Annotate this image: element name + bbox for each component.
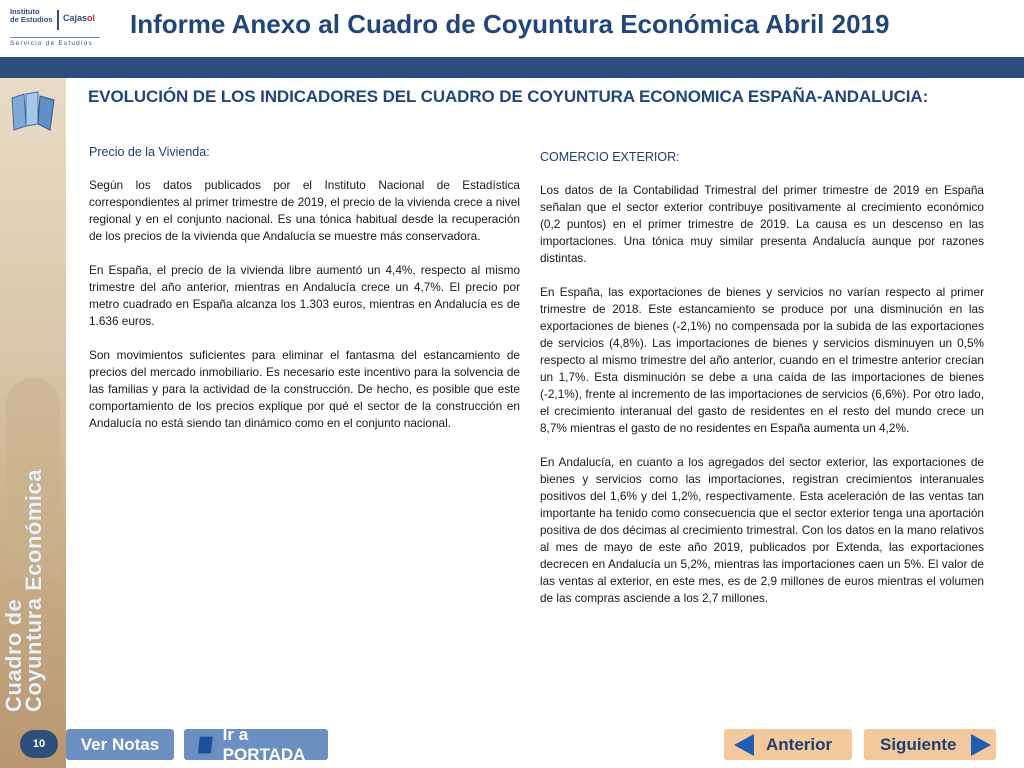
- logo-line1b: de Estudios: [10, 15, 53, 24]
- foreign-trade-heading: COMERCIO EXTERIOR:: [540, 150, 680, 164]
- page-title: Informe Anexo al Cuadro de Coyuntura Económica Abril 2019: [130, 9, 890, 39]
- page-number-badge: 10: [20, 730, 58, 758]
- logo-brand: Cajasol: [63, 13, 96, 23]
- side-label-line1: Cuadro de: [1, 598, 26, 712]
- trade-paragraph-3: En Andalucía, en cuanto a los agregados del sector exterior, las exportaciones de bienes y servicios como las importaciones, registran crecimientos interanuales positivos del 1,6% y del 1,2%, respectivamente. Esta aceleración de las ventas tan importante ha tenido como consecuencia que el sector exterior tenga una aportación positiva de dos décimas al crecimiento trimestral. Con los datos en la mano relativos al mes de mayo de este año 2019, publicados por Extenda, las exportaciones decrecen en Andalucía un 5,2%, mientras las importaciones caen un 5%. El valor de las ventas al exterior, en este mes, es de 2,9 millones de euros mientras el volumen de las compras asciende a los 2,7 millones.: [540, 455, 984, 605]
- view-notes-label: Ver Notas: [80, 734, 160, 754]
- view-notes-button[interactable]: [66, 729, 174, 760]
- arrow-left-icon: [734, 734, 754, 756]
- logo-service: Servicio de Estudios: [10, 37, 100, 47]
- trade-paragraph-1: Los datos de la Contabilidad Trimestral del primer trimestre de 2019 en España señalan que el sector exterior contribuye positivamente al crecimiento económico (0,2 puntos) en el primer trimestre de 2019. La causa es un descenso en las importaciones. Una tónica muy similar presenta Andalucía aunque por razones distintas.: [540, 183, 984, 265]
- previous-label: Anterior: [766, 734, 833, 754]
- side-label: [1, 469, 46, 712]
- cover-book-icon: [196, 734, 215, 756]
- trade-paragraph-2: En España, las exportaciones de bienes y servicios no varían respecto al primer trimestre de 2018. Este estancamiento se produce por una disminución en las exportaciones de bienes (-2,1%) no compensada por la subida de las exportaciones de servicios (4,8%). Las importaciones de bienes y servicios disminuyen un 0,5% respecto al mismo trimestre del año anterior, cuando en el trimestre anterior crecían un 1,7%. Esta disminución se debe a una caída de las importaciones de bienes (-2,1%), frente al incremento de las importaciones de servicios (6,6%). Por otro lado, el crecimiento interanual del gasto de residentes en el resto del mundo crece un 8,7% mientras el gasto de no residentes en España aumenta un 4,2%.: [540, 285, 984, 435]
- left-column: [89, 144, 520, 449]
- housing-heading: Precio de la Vivienda:: [89, 145, 210, 159]
- institute-logo: [8, 6, 100, 50]
- housing-paragraph-2: En España, el precio de la vivienda libre aumentó un 4,4%, respecto al mismo trimestre del año anterior, mientras en Andalucía crece un 4,7%. El precio por metro cuadrado en España alcanza los 1.303 euros, mientras en Andalucía es de 1.636 euros.: [89, 263, 520, 328]
- arrow-right-icon: [971, 734, 991, 756]
- logo-divider: [57, 10, 59, 30]
- header: [0, 0, 1024, 57]
- section-subtitle: EVOLUCIÓN DE LOS INDICADORES DEL CUADRO DE COYUNTURA ECONOMICA ESPAÑA-ANDALUCIA:: [88, 87, 929, 106]
- go-to-cover-label: Ir a PORTADA: [222, 724, 306, 764]
- previous-button[interactable]: [724, 729, 852, 760]
- logo-line1: Instituto: [10, 7, 40, 16]
- next-button[interactable]: [864, 729, 996, 760]
- side-label-line2: Coyuntura Económica: [21, 469, 46, 712]
- books-icon: [10, 90, 56, 132]
- housing-paragraph-3: Son movimientos suficientes para eliminar el fantasma del estancamiento de precios del mercado inmobiliario. Es necesario este incentivo para la solvencia de las familias y para la actividad de la construcción. De hecho, es posible que este comportamiento de los precios explique por qué el sector de la construcción en Andalucía no está siendo tan dinámico como en el conjunto nacional.: [89, 348, 520, 430]
- go-to-cover-button[interactable]: [184, 724, 328, 764]
- top-band: [0, 57, 1024, 78]
- housing-paragraph-1: Según los datos publicados por el Instituto Nacional de Estadística correspondientes al primer trimestre de 2019, el precio de la vivienda crece a nivel regional y en el conjunto nacional. Es una tónica habitual desde la recuperación de los precios de la vivienda que Andalucía se muestre más conservadora.: [89, 178, 520, 243]
- next-label: Siguiente: [880, 734, 957, 754]
- right-column: [540, 149, 984, 624]
